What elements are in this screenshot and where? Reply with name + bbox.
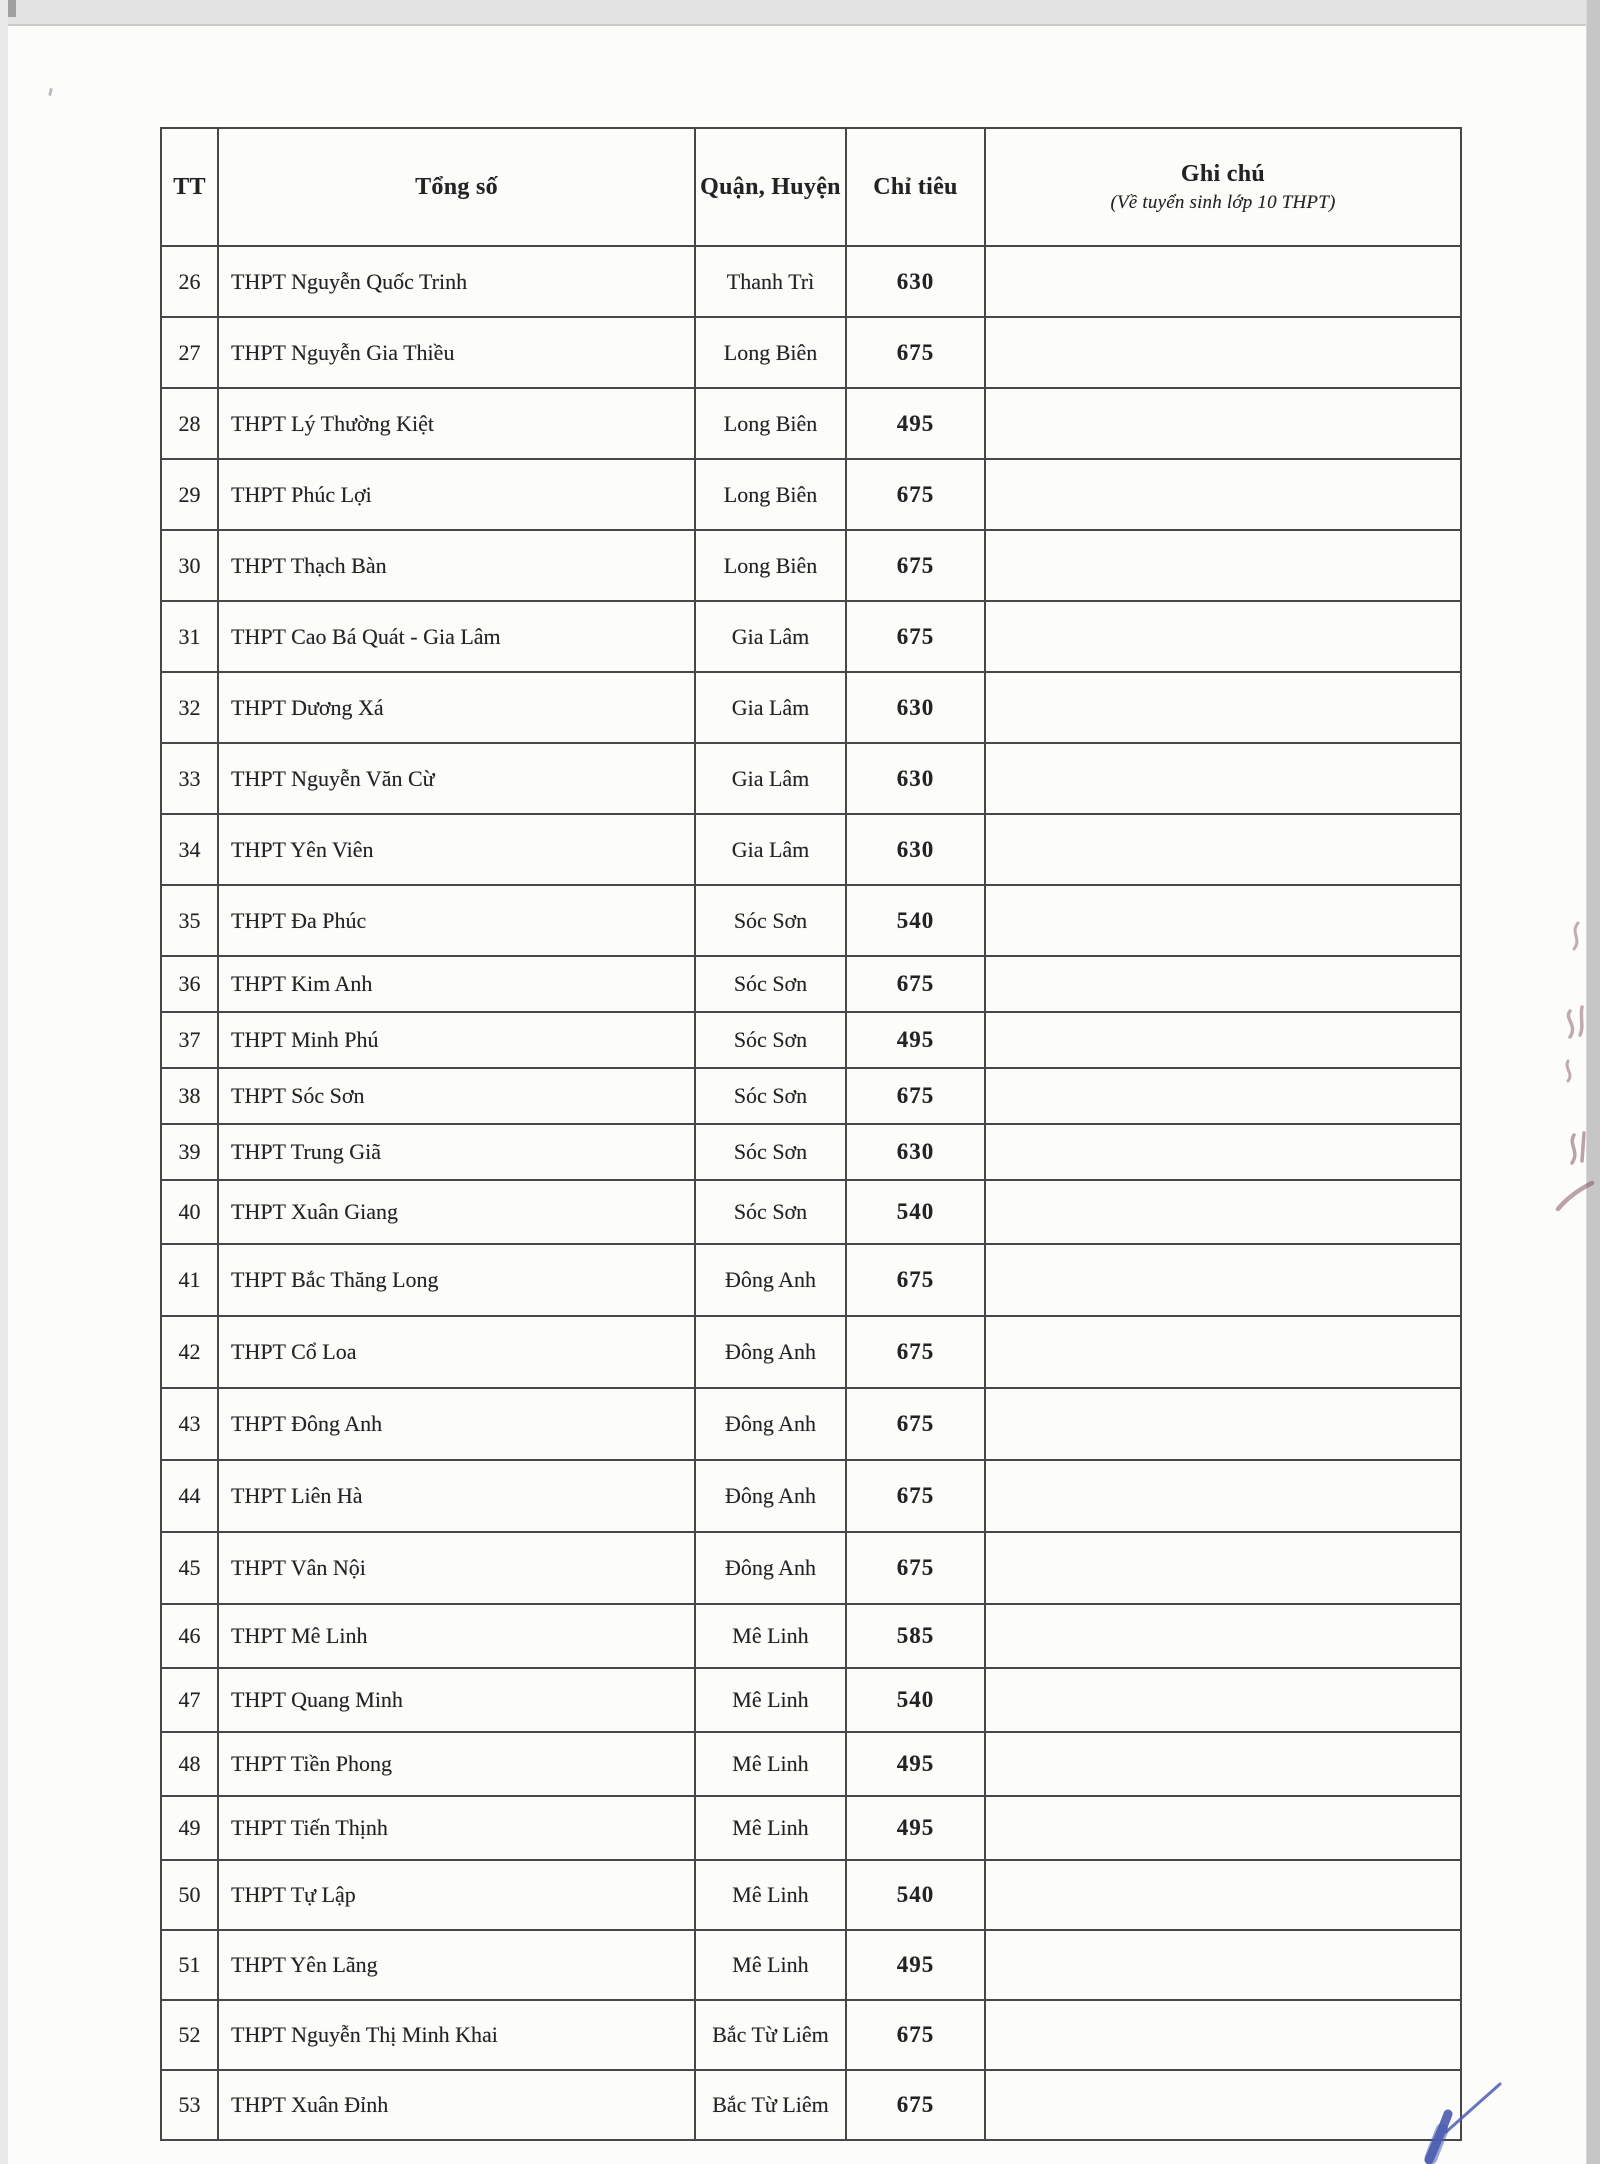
col-header-quota: Chỉ tiêu bbox=[846, 128, 985, 246]
table-row bbox=[161, 1668, 1461, 1732]
cell-tt: 53 bbox=[161, 2070, 218, 2140]
col-header-tt: TT bbox=[161, 128, 218, 246]
cell-note bbox=[985, 1532, 1461, 1604]
cell-district: Bắc Từ Liêm bbox=[695, 2070, 846, 2140]
cell-quota: 495 bbox=[846, 388, 985, 459]
scan-edge-top bbox=[0, 0, 1600, 26]
cell-note bbox=[985, 2070, 1461, 2140]
cell-district: Long Biên bbox=[695, 530, 846, 601]
cell-note bbox=[985, 1124, 1461, 1180]
cell-quota: 495 bbox=[846, 1012, 985, 1068]
cell-note bbox=[985, 1732, 1461, 1796]
col-header-district: Quận, Huyện bbox=[695, 128, 846, 246]
cell-district: Gia Lâm bbox=[695, 743, 846, 814]
table-row bbox=[161, 388, 1461, 459]
cell-quota: 585 bbox=[846, 1604, 985, 1668]
note-header-subtitle: (Về tuyển sinh lớp 10 THPT) bbox=[1110, 191, 1336, 213]
cell-name: THPT Nguyễn Gia Thiều bbox=[218, 317, 695, 388]
cell-district: Mê Linh bbox=[695, 1860, 846, 1930]
col-header-note bbox=[985, 128, 1461, 246]
cell-district: Mê Linh bbox=[695, 1930, 846, 2000]
cell-quota: 675 bbox=[846, 1068, 985, 1124]
cell-note bbox=[985, 1460, 1461, 1532]
note-header-title: Ghi chú bbox=[1180, 160, 1266, 187]
cell-name: THPT Bắc Thăng Long bbox=[218, 1244, 695, 1316]
cell-name: THPT Tiến Thịnh bbox=[218, 1796, 695, 1860]
cell-tt: 36 bbox=[161, 956, 218, 1012]
cell-tt: 39 bbox=[161, 1124, 218, 1180]
scan-edge-left bbox=[0, 0, 8, 2164]
cell-name: THPT Đông Anh bbox=[218, 1388, 695, 1460]
cell-tt: 52 bbox=[161, 2000, 218, 2070]
cell-note bbox=[985, 1604, 1461, 1668]
cell-name: THPT Nguyễn Văn Cừ bbox=[218, 743, 695, 814]
cell-quota: 675 bbox=[846, 530, 985, 601]
cell-quota: 540 bbox=[846, 1860, 985, 1930]
cell-note bbox=[985, 743, 1461, 814]
cell-name: THPT Yên Lãng bbox=[218, 1930, 695, 2000]
cell-tt: 44 bbox=[161, 1460, 218, 1532]
cell-name: THPT Cổ Loa bbox=[218, 1316, 695, 1388]
cell-quota: 675 bbox=[846, 1460, 985, 1532]
cell-note bbox=[985, 1012, 1461, 1068]
cell-note bbox=[985, 1316, 1461, 1388]
cell-tt: 31 bbox=[161, 601, 218, 672]
cell-tt: 43 bbox=[161, 1388, 218, 1460]
table-row bbox=[161, 1388, 1461, 1460]
table-row bbox=[161, 956, 1461, 1012]
cell-tt: 28 bbox=[161, 388, 218, 459]
cell-district: Bắc Từ Liêm bbox=[695, 2000, 846, 2070]
cell-district: Gia Lâm bbox=[695, 814, 846, 885]
table-row bbox=[161, 1930, 1461, 2000]
table-row bbox=[161, 814, 1461, 885]
cell-name: THPT Nguyễn Quốc Trinh bbox=[218, 246, 695, 317]
cell-district: Sóc Sơn bbox=[695, 1012, 846, 1068]
cell-note bbox=[985, 246, 1461, 317]
table-row bbox=[161, 2070, 1461, 2140]
table-row bbox=[161, 246, 1461, 317]
cell-district: Long Biên bbox=[695, 317, 846, 388]
header-row bbox=[161, 128, 1461, 246]
cell-note bbox=[985, 459, 1461, 530]
cell-quota: 675 bbox=[846, 1388, 985, 1460]
table-row bbox=[161, 885, 1461, 956]
cell-note bbox=[985, 1068, 1461, 1124]
table-row bbox=[161, 1012, 1461, 1068]
cell-tt: 35 bbox=[161, 885, 218, 956]
cell-district: Đông Anh bbox=[695, 1244, 846, 1316]
cell-district: Mê Linh bbox=[695, 1796, 846, 1860]
stray-dot-mark bbox=[48, 88, 53, 96]
cell-note bbox=[985, 1244, 1461, 1316]
table-row bbox=[161, 1532, 1461, 1604]
table-row bbox=[161, 530, 1461, 601]
cell-note bbox=[985, 1668, 1461, 1732]
cell-district: Gia Lâm bbox=[695, 601, 846, 672]
cell-name: THPT Yên Viên bbox=[218, 814, 695, 885]
cell-quota: 675 bbox=[846, 2070, 985, 2140]
cell-quota: 630 bbox=[846, 814, 985, 885]
cell-note bbox=[985, 885, 1461, 956]
cell-name: THPT Vân Nội bbox=[218, 1532, 695, 1604]
quota-table bbox=[160, 127, 1462, 2141]
cell-note bbox=[985, 814, 1461, 885]
cell-name: THPT Quang Minh bbox=[218, 1668, 695, 1732]
cell-district: Sóc Sơn bbox=[695, 1180, 846, 1244]
table-row bbox=[161, 2000, 1461, 2070]
cell-note bbox=[985, 388, 1461, 459]
table-row bbox=[161, 1860, 1461, 1930]
table-row bbox=[161, 1796, 1461, 1860]
cell-tt: 37 bbox=[161, 1012, 218, 1068]
cell-tt: 50 bbox=[161, 1860, 218, 1930]
scan-edge-right bbox=[1586, 0, 1600, 2164]
cell-quota: 675 bbox=[846, 1316, 985, 1388]
cell-note bbox=[985, 601, 1461, 672]
cell-tt: 32 bbox=[161, 672, 218, 743]
cell-tt: 48 bbox=[161, 1732, 218, 1796]
cell-tt: 51 bbox=[161, 1930, 218, 2000]
table-row bbox=[161, 1460, 1461, 1532]
cell-note bbox=[985, 317, 1461, 388]
cell-district: Sóc Sơn bbox=[695, 885, 846, 956]
cell-quota: 540 bbox=[846, 1668, 985, 1732]
cell-district: Đông Anh bbox=[695, 1532, 846, 1604]
cell-name: THPT Tự Lập bbox=[218, 1860, 695, 1930]
table-row bbox=[161, 1732, 1461, 1796]
cell-quota: 675 bbox=[846, 317, 985, 388]
table-row bbox=[161, 1068, 1461, 1124]
cell-name: THPT Tiền Phong bbox=[218, 1732, 695, 1796]
cell-quota: 540 bbox=[846, 885, 985, 956]
cell-tt: 27 bbox=[161, 317, 218, 388]
cell-district: Đông Anh bbox=[695, 1388, 846, 1460]
table-row bbox=[161, 1316, 1461, 1388]
cell-name: THPT Sóc Sơn bbox=[218, 1068, 695, 1124]
cell-note bbox=[985, 1930, 1461, 2000]
cell-name: THPT Xuân Đỉnh bbox=[218, 2070, 695, 2140]
cell-quota: 495 bbox=[846, 1930, 985, 2000]
cell-quota: 630 bbox=[846, 672, 985, 743]
cell-district: Long Biên bbox=[695, 459, 846, 530]
cell-note bbox=[985, 672, 1461, 743]
cell-note bbox=[985, 2000, 1461, 2070]
cell-quota: 675 bbox=[846, 601, 985, 672]
cell-quota: 675 bbox=[846, 1244, 985, 1316]
table-row bbox=[161, 317, 1461, 388]
cell-quota: 675 bbox=[846, 2000, 985, 2070]
cell-quota: 630 bbox=[846, 1124, 985, 1180]
cell-tt: 26 bbox=[161, 246, 218, 317]
table-row bbox=[161, 601, 1461, 672]
cell-name: THPT Thạch Bàn bbox=[218, 530, 695, 601]
cell-quota: 630 bbox=[846, 743, 985, 814]
cell-district: Đông Anh bbox=[695, 1316, 846, 1388]
cell-tt: 30 bbox=[161, 530, 218, 601]
cell-quota: 675 bbox=[846, 1532, 985, 1604]
table-row bbox=[161, 672, 1461, 743]
cell-name: THPT Phúc Lợi bbox=[218, 459, 695, 530]
cell-district: Sóc Sơn bbox=[695, 1068, 846, 1124]
cell-note bbox=[985, 1860, 1461, 1930]
cell-name: THPT Lý Thường Kiệt bbox=[218, 388, 695, 459]
table-row bbox=[161, 1124, 1461, 1180]
cell-tt: 29 bbox=[161, 459, 218, 530]
cell-quota: 495 bbox=[846, 1796, 985, 1860]
cell-name: THPT Trung Giã bbox=[218, 1124, 695, 1180]
table-row bbox=[161, 1244, 1461, 1316]
cell-name: THPT Mê Linh bbox=[218, 1604, 695, 1668]
cell-name: THPT Dương Xá bbox=[218, 672, 695, 743]
cell-tt: 41 bbox=[161, 1244, 218, 1316]
cell-name: THPT Đa Phúc bbox=[218, 885, 695, 956]
cell-district: Thanh Trì bbox=[695, 246, 846, 317]
cell-tt: 33 bbox=[161, 743, 218, 814]
cell-quota: 540 bbox=[846, 1180, 985, 1244]
cell-note bbox=[985, 1180, 1461, 1244]
cell-name: THPT Kim Anh bbox=[218, 956, 695, 1012]
col-header-name: Tổng số bbox=[218, 128, 695, 246]
cell-district: Mê Linh bbox=[695, 1732, 846, 1796]
cell-name: THPT Liên Hà bbox=[218, 1460, 695, 1532]
cell-district: Mê Linh bbox=[695, 1604, 846, 1668]
cell-tt: 42 bbox=[161, 1316, 218, 1388]
table-row bbox=[161, 459, 1461, 530]
cell-tt: 34 bbox=[161, 814, 218, 885]
cell-note bbox=[985, 956, 1461, 1012]
cell-note bbox=[985, 1796, 1461, 1860]
cell-tt: 45 bbox=[161, 1532, 218, 1604]
cell-tt: 40 bbox=[161, 1180, 218, 1244]
cell-name: THPT Nguyễn Thị Minh Khai bbox=[218, 2000, 695, 2070]
table-row bbox=[161, 1180, 1461, 1244]
cell-district: Long Biên bbox=[695, 388, 846, 459]
cell-note bbox=[985, 530, 1461, 601]
cell-tt: 47 bbox=[161, 1668, 218, 1732]
cell-tt: 49 bbox=[161, 1796, 218, 1860]
cell-district: Gia Lâm bbox=[695, 672, 846, 743]
cell-quota: 630 bbox=[846, 246, 985, 317]
cell-name: THPT Minh Phú bbox=[218, 1012, 695, 1068]
cell-note bbox=[985, 1388, 1461, 1460]
cell-district: Sóc Sơn bbox=[695, 956, 846, 1012]
cell-quota: 675 bbox=[846, 459, 985, 530]
cell-district: Đông Anh bbox=[695, 1460, 846, 1532]
cell-district: Mê Linh bbox=[695, 1668, 846, 1732]
table-row bbox=[161, 743, 1461, 814]
cell-tt: 46 bbox=[161, 1604, 218, 1668]
cell-district: Sóc Sơn bbox=[695, 1124, 846, 1180]
table-body bbox=[161, 246, 1461, 2140]
cell-name: THPT Cao Bá Quát - Gia Lâm bbox=[218, 601, 695, 672]
cell-quota: 495 bbox=[846, 1732, 985, 1796]
table-row bbox=[161, 1604, 1461, 1668]
cell-name: THPT Xuân Giang bbox=[218, 1180, 695, 1244]
cell-quota: 675 bbox=[846, 956, 985, 1012]
cell-tt: 38 bbox=[161, 1068, 218, 1124]
